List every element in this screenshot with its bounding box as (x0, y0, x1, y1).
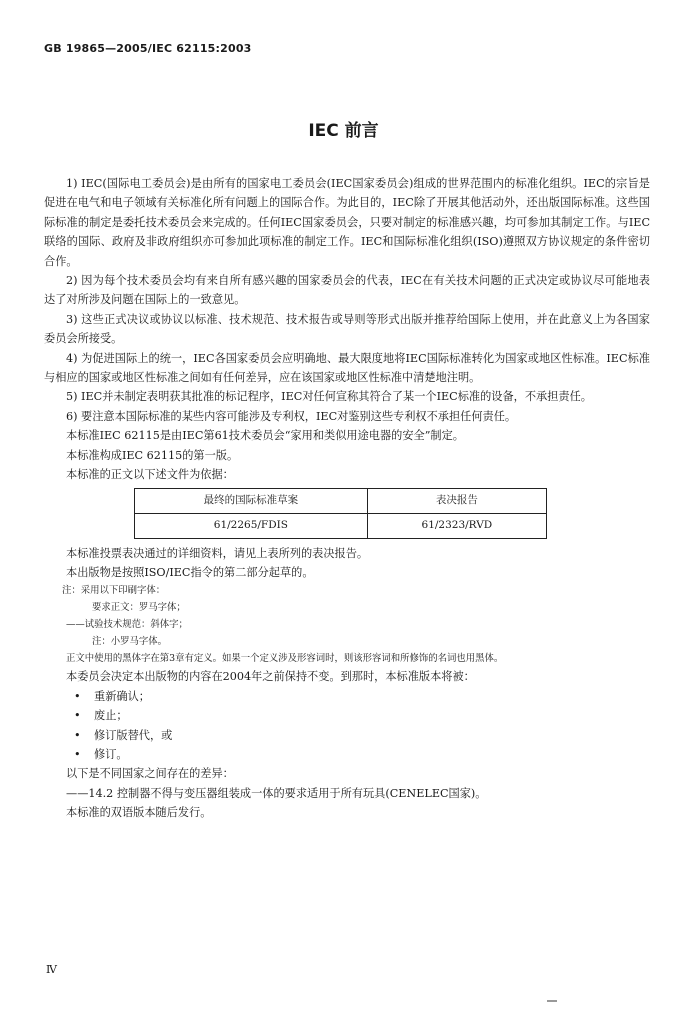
paragraph-4: 4) 为促进国际上的统一，IEC各国家委员会应明确地、最大限度地将IEC国际标准转化为国家或地区性标准。IEC标准与相应的国家或地区性标准之间如有任何差异，应在该国家或地区性标准中清楚地注明。 (44, 351, 650, 385)
paragraph-6: 6) 要注意本国际标准的某些内容可能涉及专利权，IEC对鉴别这些专利权不承担任何责任。 (66, 409, 517, 423)
differences-item: ——14.2 控制器不得与变压器组装成一体的要求适用于所有玩具(CENELEC国家)。 (66, 786, 487, 800)
page-number: Ⅳ (46, 963, 57, 976)
table-cell-rvd: 61/2323/RVD (367, 513, 546, 538)
note-item-bold: 正文中使用的黑体字在第3章有定义。如果一个定义涉及形容词时，则该形容词和所修饰的名词也用黑体。 (66, 653, 504, 665)
voting-details: 本标准投票表决通过的详细资料，请见上表所列的表决报告。 (66, 546, 369, 560)
paragraph-1: 1) IEC(国际电工委员会)是由所有的国家电工委员会(IEC国家委员会)组成的世界范围内的标准化组织。IEC的宗旨是促进在电气和电子领域有关标准化所有问题上的国际合作。为此目的，IEC除了开展其他活动外，还出版国际标准。这些国际标准的制定是委托技术委员会来完成的。任何IEC国家委员会，只要对制定的标准感兴趣，均可参加其制定工作。与IEC联络的国际、政府及非政府组织亦可参加此项标准的制定工作。IEC和国际标准化组织(ISO)遵照双方协议规定的条件密切合作。 (44, 177, 650, 268)
table-header-rvd: 表决报告 (367, 488, 546, 513)
bullet-item: • 修订版替代，或 (44, 726, 650, 745)
drafting-note: 本出版物是按照ISO/IEC指令的第二部分起草的。 (66, 565, 314, 579)
bullet-item: • 重新确认； (44, 687, 650, 706)
decision-text: 本委员会决定本出版物的内容在2004年之前保持不变。到那时，本标准版本将被： (66, 670, 475, 684)
bullet-item: • 废止； (44, 706, 650, 725)
paragraph-2: 2) 因为每个技术委员会均有来自所有感兴趣的国家委员会的代表，IEC在有关技术问题的正式决定或协议尽可能地表达了对所涉及问题在国际上的一致意见。 (44, 274, 650, 307)
table-cell-fdis: 61/2265/FDIS (135, 513, 368, 538)
note-heading: 注：采用以下印刷字体： (62, 585, 166, 597)
note-item-small-roman: 注：小罗马字体。 (92, 636, 168, 648)
paragraph-7: 本标准IEC 62115是由IEC第61技术委员会“家用和类似用途电器的安全”制定。 (66, 429, 464, 443)
page-title: IEC 前言 (308, 121, 379, 141)
bullet-item: • 修订。 (44, 745, 650, 764)
bilingual-note: 本标准的双语版本随后发行。 (66, 806, 212, 820)
note-item-italic: ——试验技术规范：斜体字； (66, 619, 188, 631)
scan-mark (547, 1000, 557, 1002)
table-header-fdis: 最终的国际标准草案 (135, 488, 368, 513)
document-body (44, 174, 650, 823)
note-item-roman: 要求正文：罗马字体； (92, 602, 186, 614)
paragraph-3: 3) 这些正式决议或协议以标准、技术规范、技术报告或导则等形式出版并推荐给国际上使用，并在此意义上为各国家委员会所接受。 (44, 312, 650, 346)
paragraph-9: 本标准的正文以下述文件为依据： (66, 468, 234, 482)
differences-intro: 以下是不同国家之间存在的差异： (66, 767, 234, 781)
voting-table (134, 488, 650, 539)
paragraph-5: 5) IEC并未制定表明获其批准的标记程序，IEC对任何宣称其符合了某一个IEC标准的设备，不承担责任。 (66, 390, 592, 404)
standard-code: GB 19865—2005/IEC 62115:2003 (44, 42, 252, 55)
paragraph-8: 本标准构成IEC 62115的第一版。 (66, 448, 239, 462)
